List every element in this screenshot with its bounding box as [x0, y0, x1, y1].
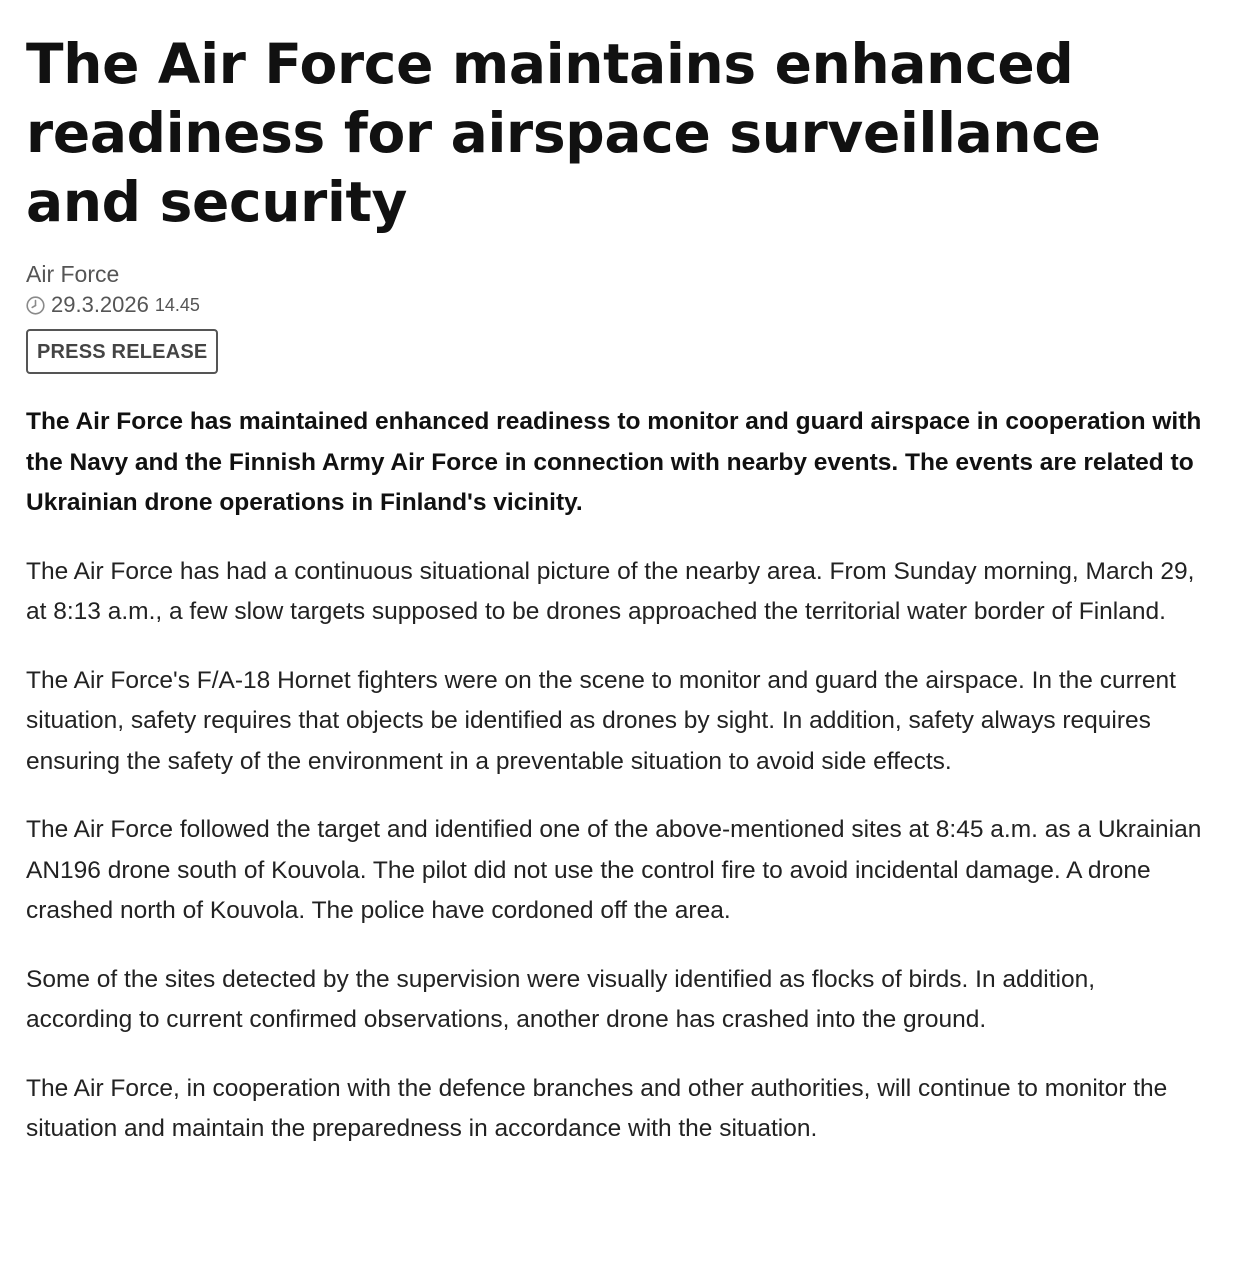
article-paragraph: The Air Force followed the target and identified one of the above-mentioned sites at 8:45 a.m. as a Ukrainian AN196 drone south of Kouvola. The pilot did not use the control fire to avoid incidental damage. A drone crashed north of Kouvola. The police have cordoned off the area.: [26, 816, 1202, 924]
press-release-badge[interactable]: PRESS RELEASE: [26, 329, 218, 374]
article-title: The Air Force maintains enhanced readiness for airspace surveillance and security: [26, 32, 1101, 234]
clock-icon: [26, 296, 45, 315]
article-source: Air Force: [26, 261, 120, 287]
article-meta: [26, 259, 1206, 374]
article-paragraph: Some of the sites detected by the supervision were visually identified as flocks of birds. In addition, according to current confirmed observations, another drone has crashed into the ground.: [26, 965, 1096, 1033]
publish-date-row: [26, 292, 1206, 318]
publish-time: 14.45: [154, 295, 200, 315]
article-paragraph: The Air Force's F/A-18 Hornet fighters were on the scene to monitor and guard the airspace. In the current situation, safety requires that objects be identified as drones by sight. In addition, safety always requires ensuring the safety of the environment in a preventable situation to avoid side effects.: [26, 666, 1176, 775]
article-paragraph: The Air Force, in cooperation with the defence branches and other authorities, will continue to monitor the situation and maintain the preparedness in accordance with the situation.: [26, 1074, 1168, 1142]
article-lead: The Air Force has maintained enhanced readiness to monitor and guard airspace in cooperation with the Navy and the Finnish Army Air Force in connection with nearby events. The events are related to Ukrainian drone operations in Finland's vicinity.: [26, 408, 1202, 516]
publish-date: 29.3.2026: [51, 292, 149, 317]
article-paragraph: The Air Force has had a continuous situational picture of the nearby area. From Sunday morning, March 29, at 8:13 a.m., a few slow targets supposed to be drones approached the territorial water border of Finland.: [26, 557, 1195, 625]
